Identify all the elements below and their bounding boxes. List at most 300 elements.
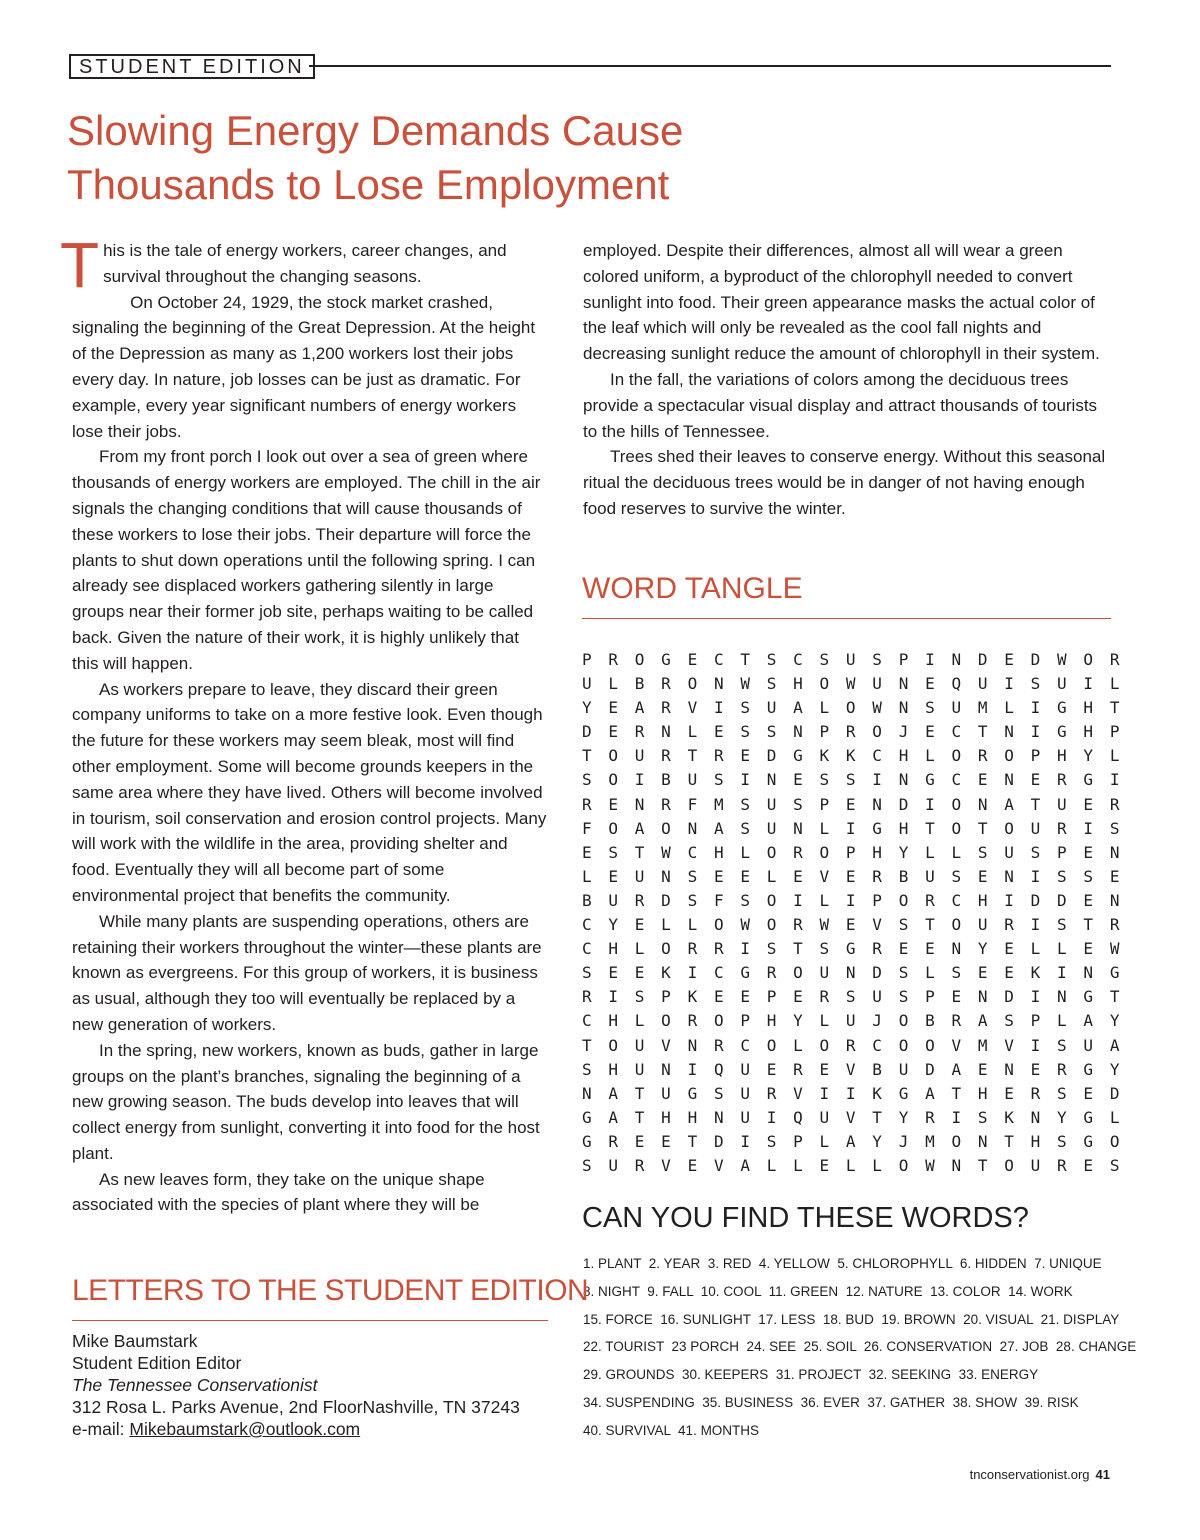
grid-letter: O [713,915,724,935]
word-list-line: 15. FORCE 16. SUNLIGHT 17. LESS 18. BUD 19. BROWN 20. VISUAL 21. DISPLAY [583,1311,1120,1327]
grid-letter: E [1004,939,1014,959]
grid-letter: U [634,1059,645,1079]
grid-row [582,650,1136,674]
grid-letter: G [1083,1131,1094,1151]
grid-letter: E [819,1059,830,1079]
grid-row [582,698,1136,722]
grid-letter: U [740,1059,750,1079]
grid-letter: N [766,770,777,790]
grid-letter: T [925,915,935,935]
grid-letter: E [740,987,750,1007]
grid-letter: Y [1109,1011,1120,1031]
grid-letter: C [793,650,803,669]
editor-role: Student Edition Editor [72,1353,242,1373]
grid-letter: I [608,987,619,1007]
grid-letter: O [766,890,777,910]
article-paragraph [60,229,550,301]
grid-letter: S [582,770,592,790]
grid-letter: O [634,650,645,669]
grid-letter: E [634,963,645,983]
grid-letter: A [925,1083,935,1103]
grid-letter: P [766,987,777,1007]
grid-letter: E [1004,1083,1014,1103]
grid-letter: R [1057,770,1067,790]
grid-letter: L [661,915,671,935]
grid-letter: B [582,890,592,910]
grid-letter: E [634,1131,645,1151]
grid-letter: R [713,746,724,766]
grid-letter: A [608,1083,619,1103]
grid-letter: E [925,939,935,959]
grid-letter: L [1109,1107,1120,1127]
grid-letter: V [713,1155,724,1175]
grid-letter: A [1004,794,1014,814]
grid-row [582,891,1136,915]
grid-letter: S [819,939,830,959]
grid-letter: I [634,770,645,790]
grid-letter: I [925,650,935,669]
grid-row [582,1084,1136,1108]
find-words-title: CAN YOU FIND THESE WORDS? [582,1202,1029,1234]
grid-letter: G [582,1131,592,1151]
grid-letter: S [845,770,856,790]
grid-letter: P [819,794,830,814]
grid-letter: O [898,890,909,910]
grid-letter: E [977,866,988,886]
grid-letter: S [766,939,777,959]
grid-letter: O [898,1011,909,1031]
grid-letter: R [1057,1059,1067,1079]
grid-letter: M [713,794,724,814]
grid-letter: O [766,842,777,862]
grid-letter: L [819,698,830,718]
grid-letter: O [951,818,962,838]
grid-letter: E [845,866,856,886]
page-number: 41 [1095,1467,1110,1482]
grid-letter: H [793,674,803,694]
grid-letter: D [1030,890,1041,910]
article-paragraph: employed. Despite their differences, almost all will wear a green colored uniform, a byproduct of the chlorophyll needed to convert sunlight into food. Their green appearance masks the actual color of the leaf which will only be revealed as the cool fall nights and decreasing sunlight reduce the amount of chlorophyll in their system. [583,241,1100,364]
grid-letter: U [872,674,882,694]
grid-letter: N [977,987,988,1007]
grid-letter: N [951,650,962,669]
grid-letter: S [898,987,909,1007]
grid-letter: E [793,866,803,886]
grid-letter: T [687,746,698,766]
article-paragraph: In the spring, new workers, known as buds, gather in large groups on the plant’s branches, signaling the beginning of a new growing season. The buds develop into leaves that will collect energy from sunlight, converting it into food for the host plant. [72,1040,540,1163]
grid-letter: R [1109,794,1120,814]
grid-letter: O [608,770,619,790]
grid-letter: O [661,818,671,838]
grid-letter: L [819,1011,830,1031]
grid-letter: R [582,794,592,814]
grid-letter: G [661,650,671,669]
grid-letter: N [872,794,882,814]
grid-letter: H [872,842,882,862]
article-paragraph: While many plants are suspending operations, others are retaining their workers throughout the winter—these plants are known as evergreens. For this group of workers, it is business as usual, although they too will eventually be replaced by a new generation of workers. [72,911,542,1034]
grid-letter: N [951,1155,962,1175]
grid-letter: U [766,698,777,718]
grid-letter: R [793,1059,803,1079]
grid-letter: U [766,794,777,814]
grid-letter: P [793,1131,803,1151]
grid-letter: P [661,987,671,1007]
grid-letter: C [687,842,698,862]
grid-letter: C [582,1011,592,1031]
grid-letter: E [661,1131,671,1151]
grid-letter: B [661,770,671,790]
grid-letter: C [872,1035,882,1055]
grid-letter: A [845,1131,856,1151]
grid-letter: W [1057,650,1067,669]
page-footer [970,1467,1110,1482]
grid-letter: T [793,939,803,959]
grid-letter: S [1057,1083,1067,1103]
letters-rule [72,1320,548,1321]
letters-contact [72,1330,520,1440]
word-list-line: 34. SUSPENDING 35. BUSINESS 36. EVER 37. GATHER 38. SHOW 39. RISK [583,1394,1079,1410]
grid-letter: E [793,987,803,1007]
grid-letter: I [740,770,750,790]
grid-letter: K [845,746,856,766]
grid-letter: D [713,1131,724,1151]
grid-letter: J [872,1011,882,1031]
grid-letter: E [1083,1155,1094,1175]
grid-letter: I [872,770,882,790]
grid-letter: R [713,939,724,959]
article-right-column [583,238,1109,522]
grid-letter: H [977,890,988,910]
grid-letter: P [1030,1011,1041,1031]
grid-letter: U [1057,794,1067,814]
grid-letter: E [608,794,619,814]
grid-letter: L [687,722,698,742]
grid-letter: R [925,1107,935,1127]
grid-letter: R [634,1155,645,1175]
grid-letter: N [661,722,671,742]
grid-letter: U [898,1059,909,1079]
grid-letter: S [977,842,988,862]
grid-letter: R [608,1131,619,1151]
grid-letter: N [713,674,724,694]
grid-letter: E [925,722,935,742]
grid-letter: P [872,890,882,910]
grid-letter: O [951,746,962,766]
grid-row [582,1036,1136,1060]
grid-letter: P [925,987,935,1007]
grid-row [582,843,1136,867]
grid-letter: O [845,698,856,718]
grid-letter: L [925,746,935,766]
grid-letter: S [687,890,698,910]
grid-letter: I [1083,818,1094,838]
grid-letter: V [845,1107,856,1127]
grid-letter: I [687,1059,698,1079]
headline-line-2: Thousands to Lose Employment [67,161,670,208]
grid-letter: F [713,890,724,910]
grid-letter: H [977,1083,988,1103]
grid-letter: W [740,674,750,694]
grid-letter: V [819,866,830,886]
grid-letter: A [608,1107,619,1127]
grid-letter: O [898,1155,909,1175]
grid-letter: C [582,939,592,959]
grid-letter: U [1057,674,1067,694]
grid-letter: L [1109,674,1120,694]
grid-letter: G [740,963,750,983]
grid-letter: U [634,746,645,766]
grid-letter: R [608,650,619,669]
word-list-line: 22. TOURIST 23 PORCH 24. SEE 25. SOIL 26. CONSERVATION 27. JOB 28. CHANGE [583,1339,1137,1355]
grid-letter: E [740,866,750,886]
grid-letter: N [1030,1107,1041,1127]
grid-letter: N [898,698,909,718]
grid-letter: H [898,746,909,766]
grid-letter: N [1004,722,1014,742]
grid-row [582,674,1136,698]
grid-letter: P [1057,842,1067,862]
grid-letter: G [1057,698,1067,718]
grid-letter: U [1083,1035,1094,1055]
grid-letter: R [977,746,988,766]
grid-letter: T [1109,987,1120,1007]
grid-letter: C [951,722,962,742]
grid-letter: R [1004,915,1014,935]
grid-letter: L [925,963,935,983]
grid-letter: D [1004,987,1014,1007]
grid-letter: S [766,674,777,694]
grid-letter: E [1083,842,1094,862]
grid-letter: E [1083,890,1094,910]
grid-letter: H [687,1107,698,1127]
grid-letter: G [845,939,856,959]
grid-letter: S [1057,866,1067,886]
grid-letter: I [951,1107,962,1127]
grid-letter: I [845,890,856,910]
grid-letter: D [582,722,592,742]
grid-letter: U [740,1083,750,1103]
grid-letter: E [925,674,935,694]
grid-letter: D [1109,1083,1120,1103]
grid-letter: S [740,890,750,910]
grid-letter: E [713,987,724,1007]
grid-letter: S [819,650,830,669]
grid-letter: S [713,1083,724,1103]
grid-letter: S [1109,1155,1120,1175]
article-paragraph: In the fall, the variations of colors among the deciduous trees provide a spectacular visual display and attract thousands of tourists to the hills of Tennessee. [583,369,1098,441]
grid-letter: S [608,842,619,862]
grid-letter: E [1083,939,1094,959]
grid-letter: R [872,939,882,959]
edition-label: STUDENT EDITION [69,54,315,79]
grid-letter: U [1030,1155,1041,1175]
grid-letter: O [1004,746,1014,766]
grid-letter: S [1083,866,1094,886]
grid-letter: U [661,1083,671,1103]
grid-letter: A [740,1155,750,1175]
grid-letter: T [634,1107,645,1127]
grid-letter: G [872,818,882,838]
grid-letter: U [977,915,988,935]
article-intro-text: his is the tale of energy workers, career changes, and survival throughout the changing seasons. [103,241,507,286]
grid-letter: T [634,1083,645,1103]
grid-letter: S [872,650,882,669]
grid-letter: I [819,1083,830,1103]
grid-letter: W [661,842,671,862]
grid-letter: I [713,698,724,718]
grid-letter: I [925,794,935,814]
grid-letter: S [1030,674,1041,694]
grid-letter: R [951,1011,962,1031]
grid-letter: I [1004,674,1014,694]
grid-letter: T [634,842,645,862]
grid-letter: N [1057,987,1067,1007]
grid-letter: I [740,939,750,959]
grid-letter: N [1004,866,1014,886]
grid-letter: T [925,818,935,838]
grid-letter: A [793,698,803,718]
grid-letter: E [951,987,962,1007]
grid-letter: R [1109,915,1120,935]
grid-letter: L [793,1035,803,1055]
grid-letter: E [977,1059,988,1079]
grid-letter: O [951,794,962,814]
grid-letter: P [819,722,830,742]
grid-letter: Y [898,1107,909,1127]
grid-letter: U [740,1107,750,1127]
grid-letter: V [687,698,698,718]
grid-row [582,915,1136,939]
grid-letter: L [845,1155,856,1175]
article-paragraph: As workers prepare to leave, they discard their green company uniforms to take on a more festive look. Even though the future for these workers may seem bleak, most will find other employment. Some will become grounds keepers in the same area where they have lived. Others will become involved in tourism, soil conservation and erosion control projects. Many will work with the wildlife in the area, providing shelter and food. Eventually they will all become part of some environmental project that benefits the community. [72,679,547,905]
email-line [72,1418,520,1440]
edition-header [69,54,1111,81]
grid-letter: P [898,650,909,669]
grid-letter: J [898,722,909,742]
grid-letter: O [608,1035,619,1055]
headline [67,104,827,212]
grid-letter: D [898,794,909,814]
grid-letter: D [872,963,882,983]
grid-letter: C [713,650,724,669]
grid-letter: I [687,963,698,983]
grid-letter: A [1083,1011,1094,1031]
publication-name: The Tennessee Conservationist [72,1375,318,1395]
grid-letter: T [740,650,750,669]
grid-letter: E [845,915,856,935]
grid-letter: S [740,698,750,718]
grid-letter: T [1004,1131,1014,1151]
grid-letter: T [977,818,988,838]
grid-letter: U [845,1011,856,1031]
grid-letter: O [661,939,671,959]
grid-letter: P [582,650,592,669]
grid-letter: U [845,650,856,669]
grid-letter: O [819,674,830,694]
grid-letter: N [977,1131,988,1151]
grid-letter: W [740,915,750,935]
grid-letter: E [687,650,698,669]
grid-letter: U [634,1035,645,1055]
grid-letter: I [1030,987,1041,1007]
grid-letter: D [1030,650,1041,669]
grid-letter: U [819,963,830,983]
grid-letter: R [1030,1083,1041,1103]
grid-letter: U [687,770,698,790]
grid-letter: A [713,818,724,838]
grid-letter: S [766,722,777,742]
grid-letter: U [925,866,935,886]
drop-cap: T [60,229,100,301]
grid-row [582,1060,1136,1084]
grid-letter: S [766,1131,777,1151]
grid-letter: O [951,1131,962,1151]
grid-letter: E [977,770,988,790]
grid-letter: R [661,746,671,766]
grid-letter: T [1083,915,1094,935]
grid-letter: C [713,963,724,983]
grid-letter: Q [951,674,962,694]
grid-letter: U [819,1107,830,1127]
grid-letter: G [925,770,935,790]
grid-letter: R [845,722,856,742]
grid-letter: Y [898,842,909,862]
grid-letter: B [898,866,909,886]
grid-letter: Y [608,915,619,935]
grid-letter: E [1083,1083,1094,1103]
grid-letter: U [1030,818,1041,838]
email-link[interactable]: Mikebaumstark@outlook.com [129,1419,361,1439]
grid-letter: R [766,963,777,983]
grid-row [582,819,1136,843]
grid-letter: M [977,1035,988,1055]
word-list-line: 8. NIGHT 9. FALL 10. COOL 11. GREEN 12. NATURE 13. COLOR 14. WORK [583,1283,1073,1299]
grid-letter: E [713,866,724,886]
grid-letter: S [898,963,909,983]
grid-letter: S [1057,915,1067,935]
grid-letter: B [925,1011,935,1031]
grid-letter: E [582,842,592,862]
grid-letter: L [819,890,830,910]
article-paragraph: As new leaves form, they take on the unique shape associated with the species of plant where they will be [72,1169,485,1215]
grid-letter: D [977,650,988,669]
grid-letter: V [872,915,882,935]
grid-letter: G [793,746,803,766]
grid-letter: U [582,674,592,694]
grid-letter: E [608,866,619,886]
grid-letter: T [1030,794,1041,814]
grid-letter: G [1083,1059,1094,1079]
grid-letter: L [687,915,698,935]
grid-letter: I [1030,1035,1041,1055]
grid-letter: N [582,1083,592,1103]
grid-letter: E [1083,794,1094,814]
grid-letter: H [1083,722,1094,742]
word-search-grid [582,650,1136,1180]
grid-letter: D [925,1059,935,1079]
grid-letter: N [687,1035,698,1055]
grid-letter: G [1083,987,1094,1007]
grid-letter: N [1109,890,1120,910]
grid-letter: Y [872,1131,882,1151]
grid-letter: R [661,794,671,814]
grid-letter: R [793,842,803,862]
grid-letter: T [687,1131,698,1151]
word-tangle-rule [582,618,1111,619]
grid-letter: V [1004,1035,1014,1055]
grid-letter: G [687,1083,698,1103]
grid-letter: N [1083,963,1094,983]
